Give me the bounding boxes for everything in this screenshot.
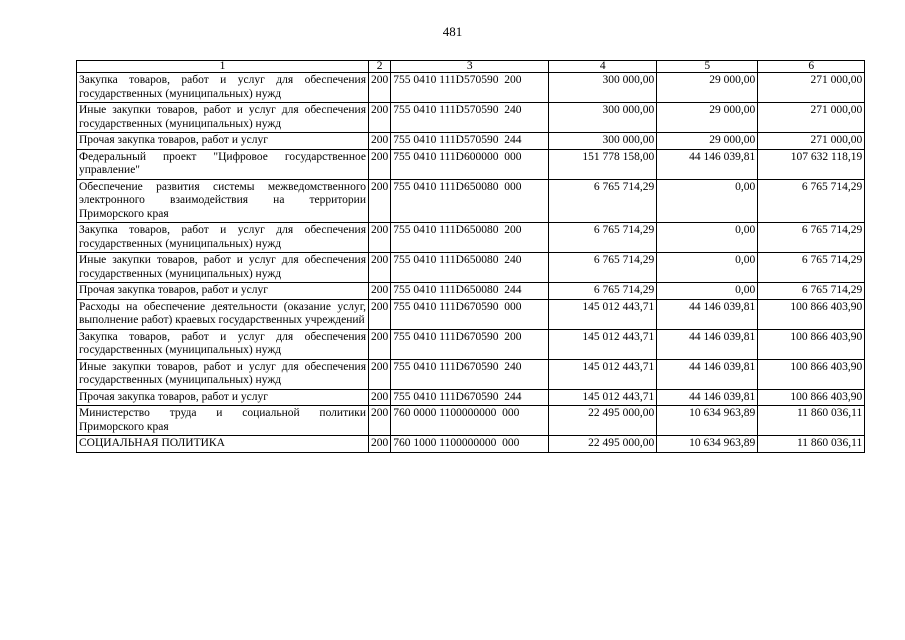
budget-table [76, 60, 865, 453]
row-amount-col6-cell: 271 000,00 [758, 103, 865, 133]
table-row [77, 436, 865, 453]
row-name-cell: Закупка товаров, работ и услуг для обеспечения государственных (муниципальных) нужд [77, 73, 369, 103]
row-code-cell: 755 0410 111D650080 240 [391, 253, 549, 283]
row-name-cell: Иные закупки товаров, работ и услуг для обеспечения государственных (муниципальных) нужд [77, 103, 369, 133]
row-amount-col4-cell: 145 012 443,71 [549, 359, 657, 389]
table-body [77, 61, 865, 453]
row-code-cell: 755 0410 111D570590 200 [391, 73, 549, 103]
row-amount-col4-cell: 6 765 714,29 [549, 253, 657, 283]
row-name-cell: Расходы на обеспечение деятельности (оказание услуг, выполнение работ) краевых государственных учреждений [77, 299, 369, 329]
header-row [77, 61, 865, 73]
row-code-cell: 755 0410 111D670590 244 [391, 389, 549, 406]
row-amount-col6-cell: 100 866 403,90 [758, 299, 865, 329]
row-amount-col6-cell: 271 000,00 [758, 73, 865, 103]
column-header-3: 3 [391, 61, 549, 73]
row-code-cell: 755 0410 111D670590 240 [391, 359, 549, 389]
row-col2-cell: 200 [369, 179, 391, 223]
row-code-cell: 755 0410 111D670590 200 [391, 329, 549, 359]
table-row [77, 133, 865, 150]
row-col2-cell: 200 [369, 223, 391, 253]
row-amount-col4-cell: 145 012 443,71 [549, 299, 657, 329]
row-code-cell: 755 0410 111D650080 200 [391, 223, 549, 253]
column-header-4: 4 [549, 61, 657, 73]
row-amount-col5-cell: 0,00 [657, 223, 758, 253]
row-amount-col5-cell: 44 146 039,81 [657, 329, 758, 359]
row-amount-col4-cell: 22 495 000,00 [549, 406, 657, 436]
row-amount-col4-cell: 145 012 443,71 [549, 329, 657, 359]
row-amount-col5-cell: 44 146 039,81 [657, 389, 758, 406]
row-col2-cell: 200 [369, 359, 391, 389]
row-name-cell: Прочая закупка товаров, работ и услуг [77, 283, 369, 300]
table-row [77, 389, 865, 406]
column-header-5: 5 [657, 61, 758, 73]
row-amount-col4-cell: 300 000,00 [549, 103, 657, 133]
row-code-cell: 755 0410 111D570590 244 [391, 133, 549, 150]
row-amount-col5-cell: 29 000,00 [657, 103, 758, 133]
row-amount-col6-cell: 6 765 714,29 [758, 253, 865, 283]
row-amount-col5-cell: 29 000,00 [657, 133, 758, 150]
row-amount-col5-cell: 44 146 039,81 [657, 359, 758, 389]
row-name-cell: Обеспечение развития системы межведомственного электронного взаимодействия на территории Приморского края [77, 179, 369, 223]
row-col2-cell: 200 [369, 73, 391, 103]
row-name-cell: Закупка товаров, работ и услуг для обеспечения государственных (муниципальных) нужд [77, 223, 369, 253]
row-amount-col4-cell: 6 765 714,29 [549, 223, 657, 253]
row-amount-col6-cell: 100 866 403,90 [758, 329, 865, 359]
row-amount-col6-cell: 6 765 714,29 [758, 223, 865, 253]
row-amount-col5-cell: 0,00 [657, 283, 758, 300]
row-amount-col4-cell: 300 000,00 [549, 73, 657, 103]
row-name-cell: Федеральный проект "Цифровое государственное управление" [77, 149, 369, 179]
row-amount-col6-cell: 6 765 714,29 [758, 179, 865, 223]
row-col2-cell: 200 [369, 436, 391, 453]
row-col2-cell: 200 [369, 389, 391, 406]
row-amount-col6-cell: 100 866 403,90 [758, 389, 865, 406]
row-amount-col4-cell: 300 000,00 [549, 133, 657, 150]
row-amount-col5-cell: 10 634 963,89 [657, 406, 758, 436]
table-row [77, 329, 865, 359]
row-code-cell: 755 0410 111D650080 244 [391, 283, 549, 300]
row-code-cell: 755 0410 111D670590 000 [391, 299, 549, 329]
row-code-cell: 755 0410 111D570590 240 [391, 103, 549, 133]
table-row [77, 223, 865, 253]
page-number: 481 [442, 24, 463, 39]
row-amount-col6-cell: 100 866 403,90 [758, 359, 865, 389]
row-name-cell: Прочая закупка товаров, работ и услуг [77, 389, 369, 406]
table-row [77, 253, 865, 283]
row-amount-col4-cell: 6 765 714,29 [549, 283, 657, 300]
column-header-1: 1 [77, 61, 369, 73]
row-name-cell: Иные закупки товаров, работ и услуг для обеспечения государственных (муниципальных) нужд [77, 359, 369, 389]
row-code-cell: 760 1000 1100000000 000 [391, 436, 549, 453]
row-amount-col4-cell: 22 495 000,00 [549, 436, 657, 453]
row-col2-cell: 200 [369, 133, 391, 150]
row-amount-col5-cell: 0,00 [657, 179, 758, 223]
row-amount-col6-cell: 6 765 714,29 [758, 283, 865, 300]
row-code-cell: 755 0410 111D600000 000 [391, 149, 549, 179]
row-code-cell: 755 0410 111D650080 000 [391, 179, 549, 223]
row-col2-cell: 200 [369, 283, 391, 300]
row-col2-cell: 200 [369, 103, 391, 133]
table-row [77, 103, 865, 133]
row-amount-col4-cell: 145 012 443,71 [549, 389, 657, 406]
row-col2-cell: 200 [369, 149, 391, 179]
column-header-2: 2 [369, 61, 391, 73]
row-amount-col5-cell: 44 146 039,81 [657, 299, 758, 329]
row-amount-col6-cell: 11 860 036,11 [758, 436, 865, 453]
row-amount-col5-cell: 44 146 039,81 [657, 149, 758, 179]
table-row [77, 359, 865, 389]
row-name-cell: Прочая закупка товаров, работ и услуг [77, 133, 369, 150]
table-row [77, 299, 865, 329]
row-col2-cell: 200 [369, 406, 391, 436]
table-row [77, 73, 865, 103]
row-name-cell: Министерство труда и социальной политики Приморского края [77, 406, 369, 436]
row-name-cell: Иные закупки товаров, работ и услуг для обеспечения государственных (муниципальных) нужд [77, 253, 369, 283]
row-amount-col5-cell: 29 000,00 [657, 73, 758, 103]
table-row [77, 149, 865, 179]
table-row [77, 283, 865, 300]
row-amount-col6-cell: 271 000,00 [758, 133, 865, 150]
row-amount-col4-cell: 6 765 714,29 [549, 179, 657, 223]
row-name-cell: СОЦИАЛЬНАЯ ПОЛИТИКА [77, 436, 369, 453]
row-amount-col5-cell: 10 634 963,89 [657, 436, 758, 453]
row-amount-col6-cell: 11 860 036,11 [758, 406, 865, 436]
table-row [77, 179, 865, 223]
row-amount-col5-cell: 0,00 [657, 253, 758, 283]
row-amount-col6-cell: 107 632 118,19 [758, 149, 865, 179]
row-code-cell: 760 0000 1100000000 000 [391, 406, 549, 436]
row-col2-cell: 200 [369, 299, 391, 329]
row-col2-cell: 200 [369, 253, 391, 283]
row-col2-cell: 200 [369, 329, 391, 359]
row-amount-col4-cell: 151 778 158,00 [549, 149, 657, 179]
table-row [77, 406, 865, 436]
column-header-6: 6 [758, 61, 865, 73]
row-name-cell: Закупка товаров, работ и услуг для обеспечения государственных (муниципальных) нужд [77, 329, 369, 359]
